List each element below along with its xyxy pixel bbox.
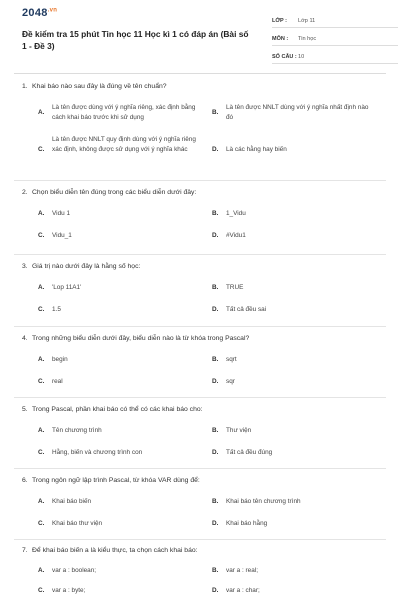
question-options [14, 209, 386, 249]
option-text: Là tên được dùng với ý nghĩa riêng, xác định bằng cách khai báo trước khi sử dụng [52, 104, 196, 121]
option-letter: A. [38, 498, 45, 505]
option-text: Khai báo hằng [226, 520, 268, 527]
question-text: Chọn biểu diễn tên đúng trong các biểu diễn dưới đây: [32, 189, 197, 196]
question-2 [14, 188, 386, 249]
page-title: Đề kiểm tra 15 phút Tin học 11 Học kì 1 có đáp án (Bài số 1 - Đề 3) [22, 29, 249, 51]
question-divider [14, 326, 386, 327]
option-letter: B. [212, 427, 219, 434]
option-text: var a : boolean; [52, 567, 97, 574]
question-number: 2. [22, 189, 28, 196]
option-c[interactable] [38, 377, 196, 387]
question-1 [14, 82, 386, 175]
option-letter: A. [38, 210, 45, 217]
option-text: Là tên được NNLT quy định dùng với ý nghĩa riêng xác định, không được sử dụng với ý nghĩa khác [52, 136, 196, 153]
option-text: var a : byte; [52, 587, 86, 594]
meta-value: Lớp 11 [298, 17, 316, 24]
option-letter: D. [212, 520, 219, 527]
option-text: Thư viện [226, 427, 252, 434]
meta-row-class [272, 14, 398, 28]
option-d[interactable] [212, 519, 372, 529]
question-options [14, 426, 386, 466]
option-text: 1.5 [52, 306, 61, 313]
option-letter: A. [38, 284, 45, 291]
option-letter: C. [38, 306, 45, 313]
option-d[interactable] [212, 377, 372, 387]
option-letter: D. [212, 306, 219, 313]
option-b[interactable] [212, 103, 372, 123]
option-text: real [52, 378, 63, 385]
option-c[interactable] [38, 586, 196, 596]
question-stem [14, 334, 386, 344]
option-c[interactable] [38, 448, 196, 458]
option-letter: A. [38, 109, 45, 116]
option-b[interactable] [212, 209, 372, 219]
option-c[interactable] [38, 231, 196, 241]
option-letter: B. [212, 498, 219, 505]
option-letter: C. [38, 146, 45, 153]
option-text: Hằng, biến và chương trình con [52, 449, 143, 456]
logo-main-text: 2048 [22, 7, 48, 19]
option-b[interactable] [212, 497, 372, 507]
option-letter: D. [212, 232, 219, 239]
option-text: begin [52, 356, 68, 363]
meta-row-count [272, 50, 398, 64]
page-header [14, 0, 386, 74]
option-letter: B. [212, 567, 219, 574]
option-a[interactable] [38, 355, 196, 365]
option-d[interactable] [212, 305, 372, 315]
question-options [14, 103, 386, 175]
option-text: sqr [226, 378, 235, 385]
question-number: 3. [22, 263, 28, 270]
question-text: Giá trị nào dưới đây là hằng số học: [32, 263, 141, 270]
option-letter: D. [212, 378, 219, 385]
option-d[interactable] [212, 586, 372, 596]
question-options [14, 355, 386, 395]
option-text: Khai báo tên chương trình [226, 498, 301, 505]
option-letter: B. [212, 109, 219, 116]
question-options [14, 283, 386, 323]
option-a[interactable] [38, 103, 196, 123]
option-text: Tên chương trình [52, 427, 102, 434]
option-letter: B. [212, 356, 219, 363]
option-a[interactable] [38, 209, 196, 219]
question-text: Trong ngôn ngữ lập trình Pascal, từ khóa VAR dùng để: [32, 477, 200, 484]
question-5 [14, 405, 386, 466]
option-text: var a : char; [226, 587, 260, 594]
question-divider [14, 397, 386, 398]
option-a[interactable] [38, 283, 196, 293]
meta-key: LỚP : [272, 17, 287, 24]
option-a[interactable] [38, 566, 196, 576]
question-text: Để khai báo biến a là kiểu thực, ta chọn cách khai báo: [32, 547, 198, 554]
option-letter: D. [212, 146, 219, 153]
question-number: 5. [22, 406, 28, 413]
option-text: 'Lop 11A1' [52, 284, 82, 291]
question-7 [14, 546, 386, 600]
question-stem [14, 405, 386, 415]
option-b[interactable] [212, 283, 372, 293]
question-stem [14, 262, 386, 272]
question-divider [14, 468, 386, 469]
option-text: Khai báo biến [52, 498, 92, 505]
question-stem [14, 82, 386, 92]
meta-key: SỐ CÂU : [272, 53, 297, 60]
question-text: Khai báo nào sau đây là đúng về tên chuẩn? [32, 83, 167, 90]
option-letter: D. [212, 587, 219, 594]
question-number: 7. [22, 547, 28, 554]
option-d[interactable] [212, 231, 372, 241]
meta-row-subject [272, 32, 398, 46]
option-a[interactable] [38, 426, 196, 436]
question-number: 4. [22, 335, 28, 342]
site-logo[interactable] [22, 7, 57, 19]
question-6 [14, 476, 386, 537]
option-letter: A. [38, 356, 45, 363]
option-letter: C. [38, 587, 45, 594]
option-text: Vidu_1 [52, 232, 72, 239]
option-c[interactable] [38, 519, 196, 529]
option-text: Tất cả đều đúng [226, 449, 273, 456]
option-letter: C. [38, 378, 45, 385]
option-text: Là tên được NNLT dùng với ý nghĩa nhất định nào đó [226, 104, 369, 121]
option-letter: A. [38, 567, 45, 574]
question-divider [14, 539, 386, 540]
question-number: 1. [22, 83, 28, 90]
option-text: var a : real; [226, 567, 258, 574]
question-stem [14, 546, 386, 556]
option-c[interactable] [38, 305, 196, 315]
logo-suffix-text: .vn [47, 7, 58, 14]
question-4 [14, 334, 386, 395]
option-c[interactable] [38, 135, 196, 155]
option-letter: C. [38, 449, 45, 456]
meta-value: Tin học [298, 35, 317, 42]
option-d[interactable] [212, 145, 372, 155]
option-letter: C. [38, 232, 45, 239]
option-text: Là các hằng hay biến [226, 146, 287, 153]
option-text: Khai báo thư viện [52, 520, 103, 527]
exam-meta [272, 14, 398, 68]
question-stem [14, 188, 386, 198]
question-divider [14, 180, 386, 181]
question-text: Trong Pascal, phần khai báo có thể có các khai báo cho: [32, 406, 203, 413]
option-b[interactable] [212, 355, 372, 365]
option-text: TRUE [226, 284, 244, 291]
option-b[interactable] [212, 426, 372, 436]
option-letter: D. [212, 449, 219, 456]
option-a[interactable] [38, 497, 196, 507]
question-text: Trong những biểu diễn dưới đây, biểu diễn nào là từ khóa trong Pascal? [32, 335, 250, 342]
meta-key: MÔN : [272, 35, 289, 42]
option-text: 1_Vidu [226, 210, 246, 217]
option-text: Vidu 1 [52, 210, 71, 217]
option-letter: A. [38, 427, 45, 434]
question-divider [14, 254, 386, 255]
option-letter: B. [212, 284, 219, 291]
question-3 [14, 262, 386, 323]
question-stem [14, 476, 386, 486]
option-letter: B. [212, 210, 219, 217]
option-letter: C. [38, 520, 45, 527]
option-text: Tất cả đều sai [226, 306, 267, 313]
option-b[interactable] [212, 566, 372, 576]
question-options [14, 566, 386, 600]
option-text: #Vidu1 [226, 232, 246, 239]
question-number: 6. [22, 477, 28, 484]
question-options [14, 497, 386, 537]
meta-value: 10 [298, 53, 305, 60]
option-text: sqrt [226, 356, 237, 363]
option-d[interactable] [212, 448, 372, 458]
